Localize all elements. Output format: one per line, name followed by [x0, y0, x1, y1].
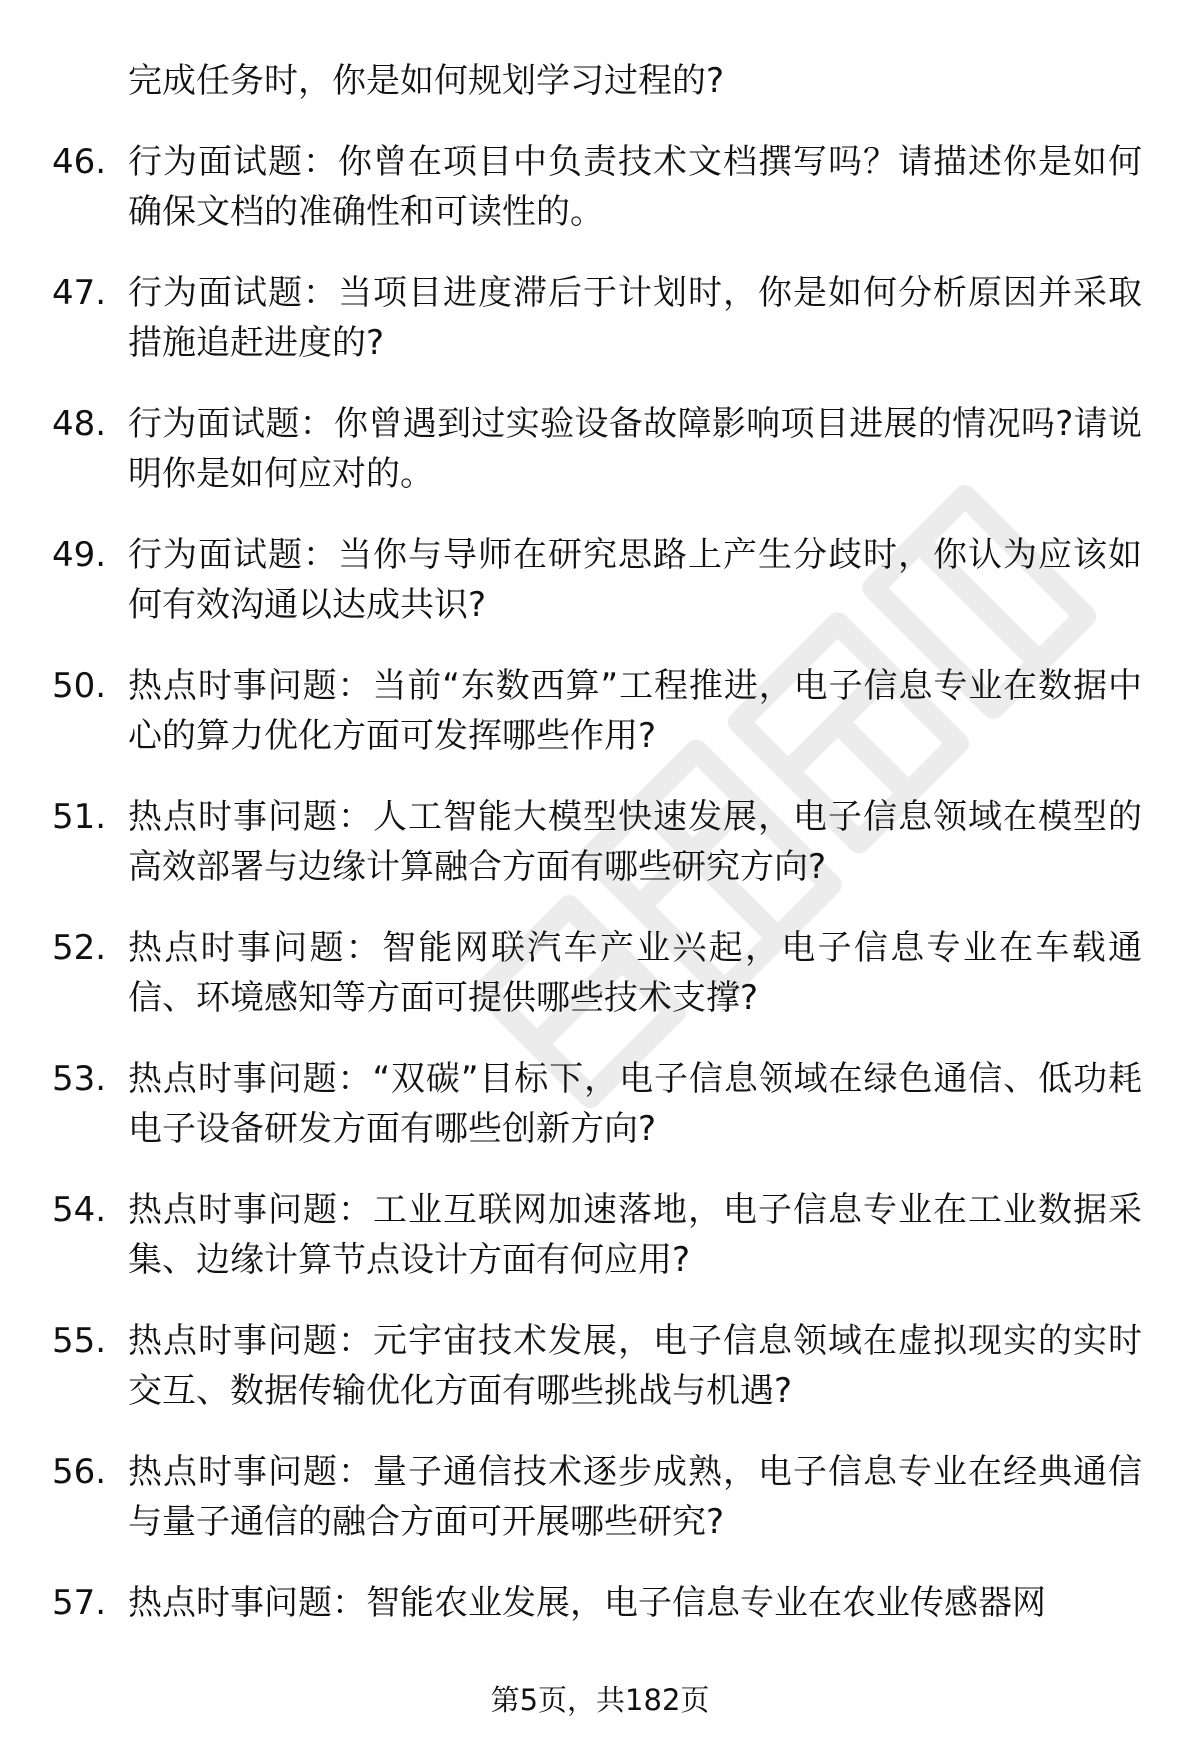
question-item — [52, 792, 1142, 892]
page-footer: 第5页，共182页 — [490, 1683, 710, 1717]
question-item — [52, 1578, 1142, 1628]
question-number: 57. — [52, 1583, 107, 1623]
question-item — [52, 399, 1142, 499]
continuation-line: 完成任务时，你是如何规划学习过程的? — [128, 61, 725, 101]
question-text: 热点时事问题：人工智能大模型快速发展，电子信息领域在模型的高效部署与边缘计算融合方面有哪些研究方向? — [128, 797, 1142, 887]
question-item — [52, 661, 1142, 761]
question-text: 热点时事问题：“双碳”目标下，电子信息领域在绿色通信、低功耗电子设备研发方面有哪些创新方向? — [128, 1059, 1142, 1149]
question-number: 53. — [52, 1059, 107, 1099]
question-text: 行为面试题：你曾在项目中负责技术文档撰写吗？请描述你是如何确保文档的准确性和可读性的。 — [128, 142, 1142, 232]
question-number: 47. — [52, 273, 107, 313]
question-text: 热点时事问题：元宇宙技术发展，电子信息领域在虚拟现实的实时交互、数据传输优化方面有哪些挑战与机遇? — [128, 1321, 1142, 1411]
question-text: 热点时事问题：量子通信技术逐步成熟，电子信息专业在经典通信与量子通信的融合方面可开展哪些研究? — [128, 1452, 1142, 1542]
question-item — [52, 530, 1142, 630]
question-item — [52, 137, 1142, 237]
question-text: 行为面试题：你曾遇到过实验设备故障影响项目进展的情况吗?请说明你是如何应对的。 — [128, 404, 1142, 494]
question-number: 49. — [52, 535, 107, 575]
question-item — [52, 1185, 1142, 1285]
question-item — [52, 1316, 1142, 1416]
question-item — [52, 1054, 1142, 1154]
question-number: 55. — [52, 1321, 107, 1361]
question-text: 热点时事问题：当前“东数西算”工程推进，电子信息专业在数据中心的算力优化方面可发挥哪些作用? — [128, 666, 1142, 756]
question-text: 行为面试题：当项目进度滞后于计划时，你是如何分析原因并采取措施追赶进度的? — [128, 273, 1142, 363]
question-text: 热点时事问题：智能农业发展，电子信息专业在农业传感器网 — [128, 1583, 1046, 1623]
question-text: 热点时事问题：智能网联汽车产业兴起，电子信息专业在车载通信、环境感知等方面可提供哪些技术支撑? — [128, 928, 1142, 1018]
question-list — [52, 56, 1142, 1659]
question-number: 46. — [52, 142, 107, 182]
question-number: 56. — [52, 1452, 107, 1492]
question-item — [52, 1447, 1142, 1547]
question-number: 51. — [52, 797, 107, 837]
question-number: 50. — [52, 666, 107, 706]
question-number: 48. — [52, 404, 107, 444]
question-item — [52, 268, 1142, 368]
question-number: 54. — [52, 1190, 107, 1230]
question-number: 52. — [52, 928, 107, 968]
question-text: 行为面试题：当你与导师在研究思路上产生分歧时，你认为应该如何有效沟通以达成共识? — [128, 535, 1142, 625]
question-item — [52, 923, 1142, 1023]
question-text: 热点时事问题：工业互联网加速落地，电子信息专业在工业数据采集、边缘计算节点设计方面有何应用? — [128, 1190, 1142, 1280]
